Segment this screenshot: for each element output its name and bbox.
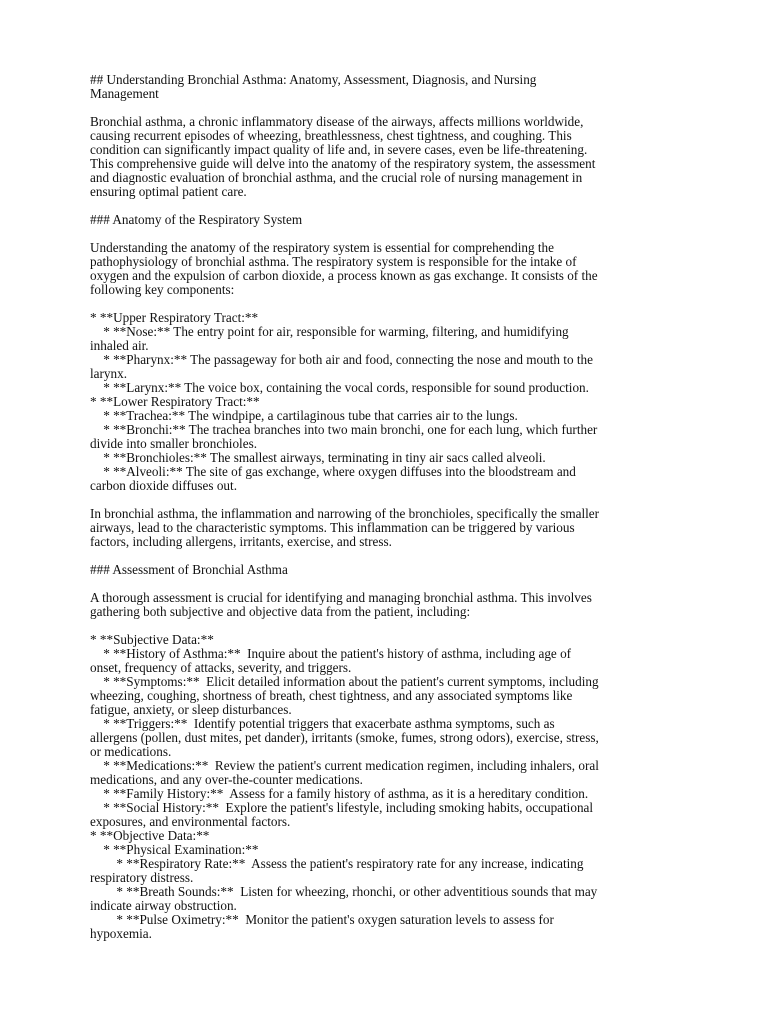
anatomy-paragraph: Understanding the anatomy of the respiratory system is essential for comprehending the pathophysiology of bronchial asthma. The respiratory system is responsible for the intake of oxygen and the expulsion of carbon dioxide, a process known as gas exchange. It consists of the following key components: — [90, 240, 598, 297]
anatomy-list: * **Upper Respiratory Tract:** * **Nose:** The entry point for air, responsible for warming, filtering, and humidifying inhaled air. * **Pharynx:** The passageway for both air and food, connecting the nose and mouth to the larynx. * **Larynx:** The voice box, containing the vocal cords, responsible for sound production. * **Lower Respiratory Tract:** * **Trachea:** The windpipe, a cartilaginous tube that carries air to the lungs. * **Bronchi:** The trachea branches into two main bronchi, one for each lung, which further divide into smaller bronchioles. * **Bronchioles:** The smallest airways, terminating in tiny air sacs called alveoli. * **Alveoli:** The site of gas exchange, where oxygen diffuses into the bloodstream and carbon dioxide diffuses out. — [90, 310, 598, 493]
inflammation-paragraph: In bronchial asthma, the inflammation and narrowing of the bronchioles, specifically the smaller airways, lead to the characteristic symptoms. This inflammation can be triggered by various factors, including allergens, irritants, exercise, and stress. — [90, 506, 600, 549]
paragraph-gap — [90, 549, 680, 563]
section-heading-anatomy: ### Anatomy of the Respiratory System — [90, 212, 303, 227]
paragraph-gap — [90, 493, 680, 507]
paragraph-gap — [90, 297, 680, 311]
paragraph-gap — [90, 577, 680, 591]
intro-paragraph: Bronchial asthma, a chronic inflammatory disease of the airways, affects millions worldwide, causing recurrent episodes of wheezing, breathlessness, chest tightness, and coughing. This condition can significantly impact quality of life and, in severe cases, even be life-threatening. This comprehensive guide will delve into the anatomy of the respiratory system, the assessment and diagnostic evaluation of bronchial asthma, and the crucial role of nursing management in ensuring optimal patient care. — [90, 114, 596, 199]
assessment-paragraph: A thorough assessment is crucial for identifying and managing bronchial asthma. This involves gathering both subjective and objective data from the patient, including: — [90, 590, 592, 619]
section-heading-assessment: ### Assessment of Bronchial Asthma — [90, 562, 288, 577]
paragraph-gap — [90, 101, 680, 115]
paragraph-gap — [90, 199, 680, 213]
document-page — [90, 73, 680, 941]
paragraph-gap — [90, 227, 680, 241]
paragraph-gap — [90, 619, 680, 633]
document-title: ## Understanding Bronchial Asthma: Anatomy, Assessment, Diagnosis, and Nursing Management — [90, 72, 537, 101]
assessment-list: * **Subjective Data:** * **History of Asthma:** Inquire about the patient's history of asthma, including age of onset, frequency of attacks, severity, and triggers. * **Symptoms:** Elicit detailed information about the patient's current symptoms, including wheezing, coughing, shortness of breath, chest tightness, and any associated symptoms like fatigue, anxiety, or sleep disturbances. * **Triggers:** Identify potential triggers that exacerbate asthma symptoms, such as allergens (pollen, dust mites, pet dander), irritants (smoke, fumes, strong odors), exercise, stress, or medications. * **Medications:** Review the patient's current medication regimen, including inhalers, oral medications, and any over-the-counter medications. * **Family History:** Assess for a family history of asthma, as it is a hereditary condition. * **Social History:** Explore the patient's lifestyle, including smoking habits, occupational exposures, and environmental factors. * **Objective Data:** * **Physical Examination:** * **Respiratory Rate:** Assess the patient's respiratory rate for any increase, indicating respiratory distress. * **Breath Sounds:** Listen for wheezing, rhonchi, or other adventitious sounds that may indicate airway obstruction. * **Pulse Oximetry:** Monitor the patient's oxygen saturation levels to assess for hypoxemia. — [90, 632, 599, 941]
